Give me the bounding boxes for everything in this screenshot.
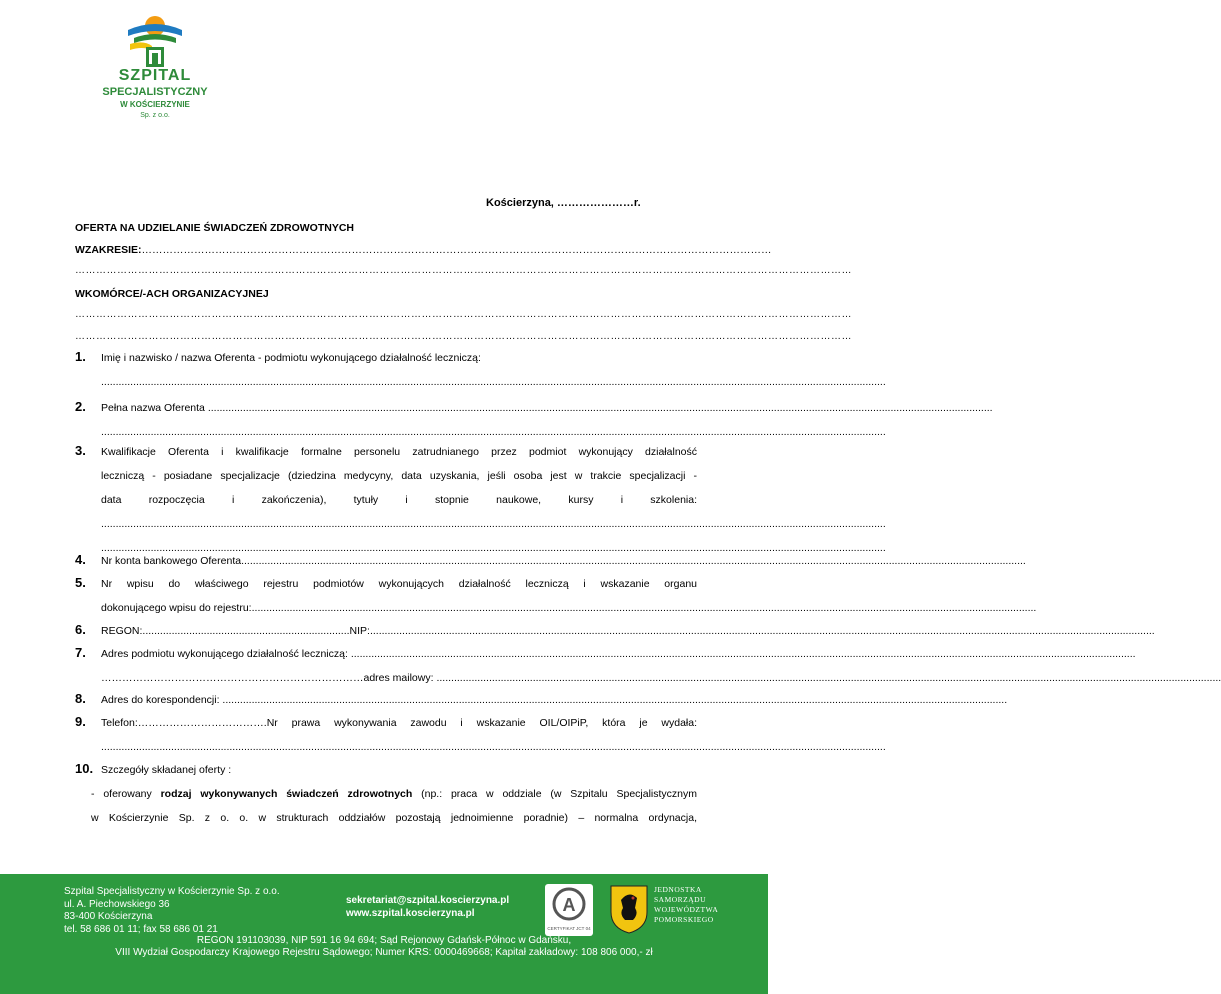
service-type-line-2: w Kościerzynie Sp. z o. o. w strukturach oddziałów pozostają jednoimienne poradnie) – normalna ordynacja, xyxy=(91,812,697,824)
item-3 xyxy=(75,440,886,560)
item-label: Adres podmiotu wykonującego działalność leczniczą: xyxy=(101,648,351,660)
license-label: Nr prawa wykonywania zawodu i wskazanie OIL/OIPiP, która je wydała: xyxy=(266,717,697,729)
nip-field[interactable]: ............................................................................................................................................................................................................................................................................. xyxy=(369,625,1155,637)
place-date: Kościerzyna, …………………r. xyxy=(486,197,641,209)
logo-line-company-form: Sp. z o.o. xyxy=(140,112,170,119)
zakres-continuation-field[interactable]: …………………………………………………………………………………………………………………………………………………………………………………………………… xyxy=(75,265,852,276)
unit-field-line-2[interactable]: …………………………………………………………………………………………………………………………………………………………………………………………………… xyxy=(75,331,852,342)
item-label-line-2: leczniczą - posiadane specjalizacje (dziedzina medycyny, data uzyskania, jeśli osoba jest w trakcie specjalizacji - xyxy=(101,470,697,482)
footer-jst-label: JEDNOSTKA SAMORZĄDU WOJEWÓDZTWA POMORSKIEGO xyxy=(654,885,719,924)
item-8 xyxy=(75,688,1008,712)
logo-line-location: W KOŚCIERZYNIE xyxy=(120,100,190,109)
item-6 xyxy=(75,619,1155,643)
item-number: 1. xyxy=(75,349,86,364)
license-field[interactable]: ............................................................................................................................................................................................................................................................................. xyxy=(101,741,886,753)
item-1-field[interactable]: ............................................................................................................................................................................................................................................................................. xyxy=(101,376,886,388)
item-number: 3. xyxy=(75,443,86,458)
item-label: Szczegóły składanej oferty : xyxy=(101,764,232,776)
item-1 xyxy=(75,346,886,394)
footer-phone: tel. 58 686 01 11; fax 58 686 01 21 xyxy=(64,923,218,935)
item-number: 6. xyxy=(75,622,86,637)
item-label: Nr konta bankowego Oferenta xyxy=(101,555,242,567)
footer-street: ul. A. Piechowskiego 36 xyxy=(64,898,170,910)
item-5 xyxy=(75,572,1037,620)
phone-field[interactable]: ………………………………. xyxy=(137,717,267,729)
item-number: 4. xyxy=(75,552,86,567)
unit-label: WKOMÓRCE/-ACH ORGANIZACYJNEJ xyxy=(75,288,269,300)
nip-label: NIP: xyxy=(349,625,370,637)
footer-registry xyxy=(0,935,768,959)
zakres-dots: ……………………………………………………………………………………………………………………………………………………………… xyxy=(141,244,772,256)
item-label-line-3: data rozpoczęcia i zakończenia), tytuły i stopnie naukowe, kursy i szkolenia: xyxy=(101,494,697,506)
phone-label: Telefon: xyxy=(101,717,138,729)
regon-label: REGON: xyxy=(101,625,143,637)
logo-line-specjalistyczny: SPECJALISTYCZNY xyxy=(102,86,208,98)
item-number: 9. xyxy=(75,714,86,729)
footer-krs-line: VIII Wydział Gospodarczy Krajowego Rejestru Sądowego; Numer KRS: 0000469668; Kapitał zakładowy: 108 806 000,- zł xyxy=(115,947,653,958)
footer-regon-line: REGON 191103039, NIP 591 16 94 694; Sąd Rejonowy Gdańsk-Północ w Gdańsku, xyxy=(196,935,572,946)
zakres-line[interactable] xyxy=(75,244,772,256)
item-2-field-line-2[interactable]: ............................................................................................................................................................................................................................................................................. xyxy=(101,426,886,438)
item-3-field-line-2[interactable]: ............................................................................................................................................................................................................................................................................. xyxy=(101,542,886,554)
item-5-field[interactable]: ............................................................................................................................................................................................................................................................................. xyxy=(251,602,1037,614)
svg-text:A: A xyxy=(562,895,576,915)
item-2-field[interactable]: ............................................................................................................................................................................................................................................................................. xyxy=(207,402,993,414)
item-10 xyxy=(75,758,697,830)
item-label: Kwalifikacje Oferenta i kwalifikacje formalne personelu zatrudnianego przez podmiot wykonujący działalność xyxy=(101,446,697,458)
item-label: Nr wpisu do właściwego rejestru podmiotów wykonujących działalność leczniczą i wskazanie organu xyxy=(101,578,697,590)
email-label: adres mailowy: xyxy=(363,672,437,684)
offer-title: OFERTA NA UDZIELANIE ŚWIADCZEŃ ZDROWOTNYCH xyxy=(75,222,355,234)
pomorskie-crest-icon xyxy=(609,884,649,934)
regon-field[interactable]: ....................................................................... xyxy=(142,625,350,637)
address-field[interactable]: ............................................................................................................................................................................................................................................................................. xyxy=(350,648,1136,660)
footer xyxy=(0,874,768,994)
correspondence-field[interactable]: ............................................................................................................................................................................................................................................................................. xyxy=(222,694,1008,706)
item-label: Adres do korespondencji: xyxy=(101,694,223,706)
footer-city: 83-400 Kościerzyna xyxy=(64,911,153,922)
unit-field-line-1[interactable]: …………………………………………………………………………………………………………………………………………………………………………………………………… xyxy=(75,309,852,320)
item-4-field[interactable]: ............................................................................................................................................................................................................................................................................. xyxy=(241,555,1026,567)
email-field[interactable]: ............................................................................................................................................................................................................................................................................. xyxy=(436,672,1221,684)
cert-label: CERTYFIKAT JCT 04 xyxy=(547,926,591,931)
zakres-label: WZAKRESIE: xyxy=(75,244,142,256)
footer-address xyxy=(64,886,280,936)
item-number: 7. xyxy=(75,645,86,660)
hospital-logo xyxy=(100,14,210,149)
item-3-field-line-1[interactable]: ............................................................................................................................................................................................................................................................................. xyxy=(101,518,886,530)
quality-certificate-icon xyxy=(545,884,593,936)
item-7 xyxy=(75,642,1221,690)
item-label: Pełna nazwa Oferenta xyxy=(101,402,205,414)
item-number: 10. xyxy=(75,761,94,776)
item-label: Imię i nazwisko / nazwa Oferenta - podmiotu wykonującego działalność leczniczą: xyxy=(101,352,481,364)
footer-email-link[interactable]: sekretariat@szpital.koscierzyna.pl xyxy=(346,895,510,906)
footer-contact xyxy=(346,895,509,920)
footer-company-name: Szpital Specjalistyczny w Kościerzynie Sp. z o.o. xyxy=(64,886,280,897)
item-9 xyxy=(75,711,886,759)
item-number: 8. xyxy=(75,691,86,706)
address-field-line-2[interactable]: ………………………………………………………………… xyxy=(101,672,364,684)
logo-emblem-icon xyxy=(124,14,186,70)
logo-line-szpital: SZPITAL xyxy=(118,67,192,84)
item-4 xyxy=(75,549,1026,573)
item-2 xyxy=(75,396,993,444)
item-number: 2. xyxy=(75,399,86,414)
footer-www-link[interactable]: www.szpital.koscierzyna.pl xyxy=(346,907,475,919)
service-type-bold: rodzaj wykonywanych świadczeń zdrowotnych xyxy=(160,788,413,800)
item-number: 5. xyxy=(75,575,86,590)
item-label-line-2: dokonującego wpisu do rejestru: xyxy=(101,602,252,614)
service-type-line-1: - oferowany rodzaj wykonywanych świadczeń zdrowotnych (np.: praca w oddziale (w Szpitalu Specjalistycznym xyxy=(91,788,698,800)
